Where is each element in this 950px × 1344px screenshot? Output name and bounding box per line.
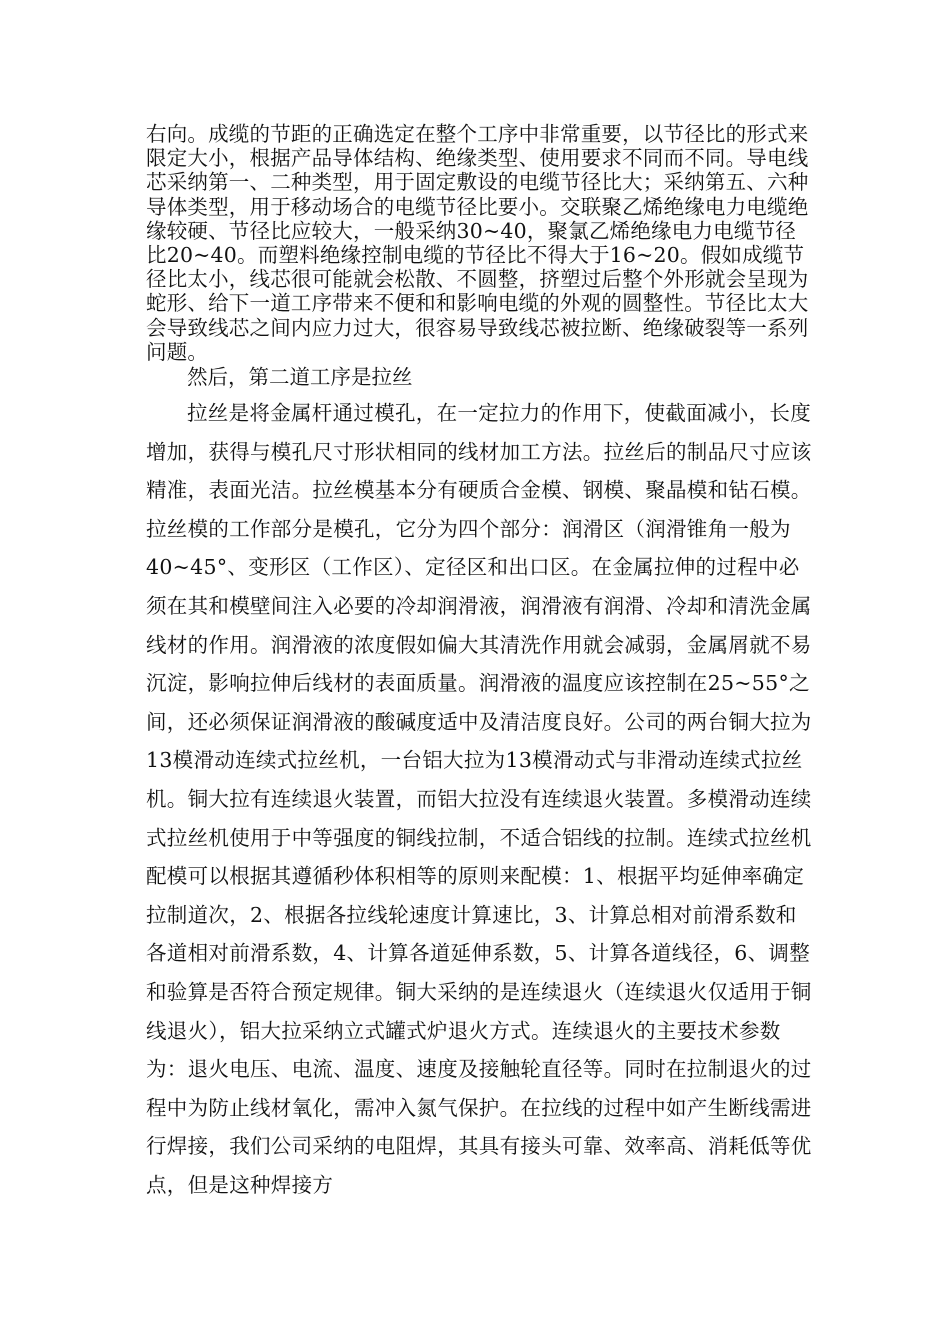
paragraph-wire-drawing: 拉丝是将金属杆通过模孔，在一定拉力的作用下，使截面减小，长度增加，获得与模孔尺寸形状相同的线材加工方法。拉丝后的制品尺寸应该精准，表面光洁。拉丝模基本分有硬质合金模、钢模、聚晶模和钻石模。拉丝模的工作部分是模孔，它分为四个部分：润滑区（润滑锥角一般为40~45°、变形区（工作区）、定径区和出口区。在金属拉伸的过程中必须在其和模壁间注入必要的冷却润滑液，润滑液有润滑、冷却和清洗金属线材的作用。润滑液的浓度假如偏大其清洗作用就会减弱，金属屑就不易沉淀，影响拉伸后线材的表面质量。润滑液的温度应该控制在25~55°之间，还必须保证润滑液的酸碱度适中及清洁度良好。公司的两台铜大拉为13模滑动连续式拉丝机，一台铝大拉为13模滑动式与非滑动连续式拉丝机。铜大拉有连续退火装置，而铝大拉没有连续退火装置。多模滑动连续式拉丝机使用于中等强度的铜线拉制，不适合铝线的拉制。连续式拉丝机配模可以根据其遵循秒体积相等的原则来配模：1、根据平均延伸率确定拉制道次，2、根据各拉线轮速度计算速比，3、计算总相对前滑系数和各道相对前滑系数，4、计算各道延伸系数，5、计算各道线径，6、调整和验算是否符合预定规律。铜大采纳的是连续退火（连续退火仅适用于铜线退火），铝大拉采纳立式罐式炉退火方式。连续退火的主要技术参数为：退火电压、电流、温度、速度及接触轮直径等。同时在拉制退火的过程中为防止线材氧化，需冲入氮气保护。在拉线的过程中如产生断线需进行焊接，我们公司采纳的电阻焊，其具有接头可靠、效率高、消耗低等优点，但是这种焊接方 xyxy=(146,401,812,1197)
paragraph-cabling-pitch: 右向。成缆的节距的正确选定在整个工序中非常重要，以节径比的形式来限定大小，根据产品导体结构、绝缘类型、使用要求不同而不同。导电线芯采纳第一、二种类型，用于固定敷设的电缆节径比大；采纳第五、六种导体类型，用于移动场合的电缆节径比要小。交联聚乙烯绝缘电力电缆绝缘较硬、节径比应较大，一般采纳30~40，聚氯乙烯绝缘电力电缆节径比20~40。而塑料绝缘控制电缆的节径比不得大于16~20。假如成缆节径比太小，线芯很可能就会松散、不圆整，挤塑过后整个外形就会呈现为蛇形、给下一道工序带来不便和和影响电缆的外观的圆整性。节径比太大会导致线芯之间内应力过大，很容易导致线芯被拉断、绝缘破裂等一系列问题。 xyxy=(146,122,809,364)
paragraph-second-process-heading: 然后，第二道工序是拉丝 xyxy=(187,365,413,389)
